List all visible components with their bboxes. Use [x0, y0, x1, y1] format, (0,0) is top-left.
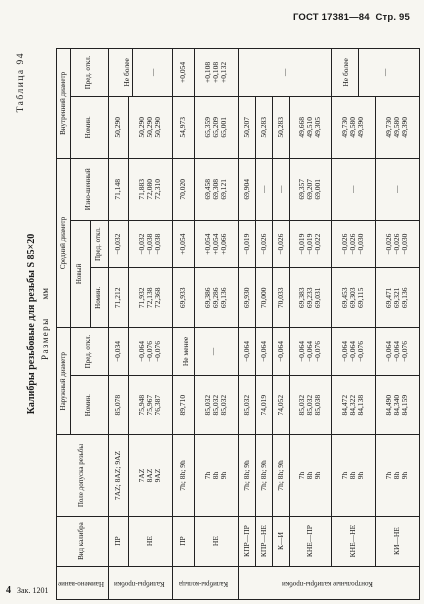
table-row: К—И 7h; 8h; 9h 74,052 −0,064 70,033 −0,026 — 50,283 — [272, 49, 289, 600]
inner-pred-cell: Не более — — [331, 49, 419, 97]
inner-pred-header: Пред. откл. — [71, 49, 109, 97]
page-number: 4 — [6, 585, 11, 596]
rotated-table-page — [16, 48, 408, 600]
group-cell: Контрольные калибры-пробки — [238, 566, 419, 599]
group-cell: Калибры-кольца — [172, 566, 238, 599]
page-header — [293, 12, 410, 23]
outer-nom-header: Номин. — [71, 375, 109, 435]
table-row: Калибры-кольца ПР 7h; 8h; 9h 89,710 Не менее — 69,933 +0,054 70,020 54,973 +0,054 — [172, 49, 194, 600]
col-inner-header: Внутренний диаметр — [57, 49, 71, 159]
col-outer-header: Наружный диаметр — [57, 328, 71, 435]
outer-pred-header: Пред. откл. — [71, 328, 109, 376]
table-row: КИ—НЕ 7h 8h 9h 84,490 84,340 84,159 −0,064 −0,064 −0,076 69,471 69,321 69,136 −0,026 −0,026 −0,030 — 49,730 49,580 49,390 — [375, 49, 419, 600]
table-row: КНЕ—НЕ 7h 8h 9h 84,472 84,322 84,138 −0,064 −0,064 −0,076 69,453 69,303 69,115 −0,026 −0,026 −0,030 — 49,730 49,580 49,390 Не более — — [331, 49, 375, 600]
mid-new-header: Новый — [71, 220, 91, 327]
outer-pred-cell: Не менее — — [172, 328, 238, 376]
col-tolerance-header: Поле допуска резьбы — [57, 435, 109, 516]
calibers-table — [56, 48, 420, 600]
table-row: КНЕ—ПР 7h 8h 9h 85,032 85,032 85,038 −0,064 −0,064 −0,076 69,383 69,233 69,031 −0,019 −0,019 −0,022 69,357 69,207 69,001 49,668 49,510 49,305 — [289, 49, 331, 600]
col-type-header: Вид калибра — [57, 516, 109, 566]
table-row: НЕ 7h 8h 9h 85,032 85,032 85,032 69,386 69,286 69,136 +0,054 +0,054 +0,066 69,458 69,308 69,121 65,359 65,209 65,001 +0,108 +0,108 +0,132 — [194, 49, 238, 600]
inner-nom-header: Номин. — [71, 96, 109, 158]
subtitle-text: Размеры — [40, 317, 50, 360]
table-row: Калибры-пробки ПР 7AZ; 8AZ; 9AZ 85,078 −0,034 71,212 −0,032 71,148 50,290 Не более — — [108, 49, 128, 600]
table-label: Таблица 94 — [16, 52, 26, 113]
inner-pred-cell: — — [238, 49, 331, 97]
col-mid-header: Средний диаметр — [57, 158, 71, 327]
table-row: Контрольные калибры-пробки КПР—ПР 7h; 8h; 9h 85,032 −0,064 69,930 −0,019 69,904 50,207 — — [238, 49, 255, 600]
type-cell: ПР — [108, 516, 128, 566]
table-subtitle — [40, 48, 50, 600]
page-label: Стр. 95 — [375, 12, 410, 23]
units: мм — [40, 288, 50, 300]
gost-number: ГОСТ 17381—84 — [292, 12, 370, 23]
group-cell: Калибры-пробки — [108, 566, 172, 599]
order-number: Зак. 1201 — [17, 586, 49, 595]
table-title: Калибры резьбовые для резьбы S 85×20 — [26, 233, 37, 415]
inner-pred-cell: Не более — — [108, 49, 172, 97]
mid-worn-header: Изно-шенный — [71, 158, 109, 220]
table-row: КПР—НЕ 7h; 8h; 9h 74,019 −0,064 70,000 −0,026 — 50,283 — [255, 49, 272, 600]
table-row: НЕ 7AZ 8AZ 9AZ 75,948 75,967 76,387 −0,064 −0,076 −0,076 71,932 72,138 72,368 −0,032 −0,038 −0,038 71,883 72,080 72,310 50,290 50,290 50,290 — [128, 49, 172, 600]
col-group-header: Наимено-вание — [57, 566, 109, 599]
tol-cell: 7AZ; 8AZ; 9AZ — [108, 435, 128, 516]
mid-nom-header: Номин. — [90, 268, 108, 328]
mid-pred-header: Пред. откл. — [90, 220, 108, 268]
